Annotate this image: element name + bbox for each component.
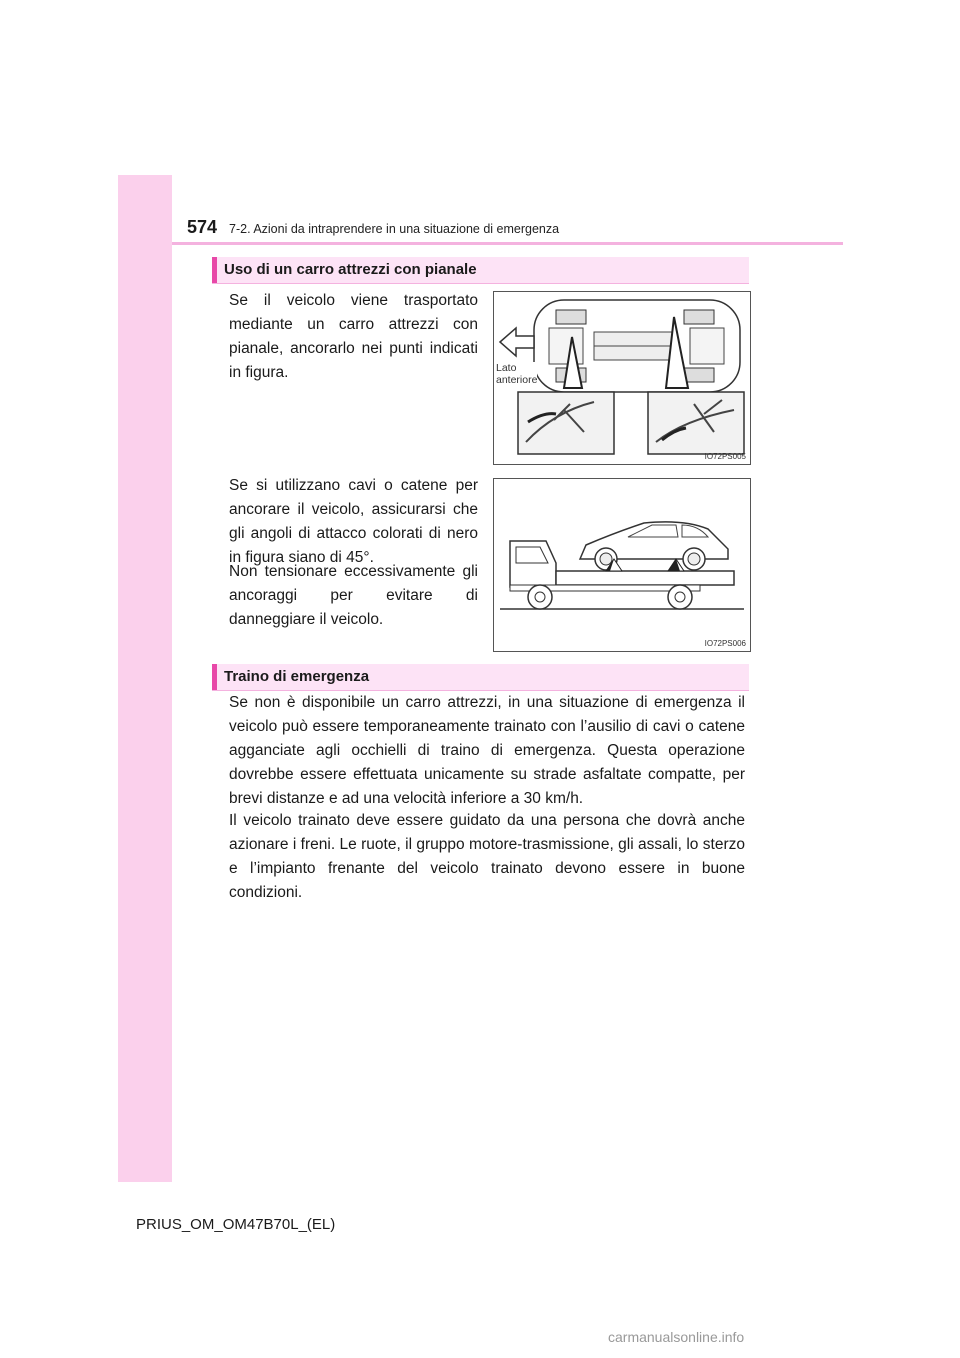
header-rule [172,242,843,245]
front-side-label-line2: anteriore [496,374,538,386]
paragraph-emergency-towing: Se non è disponibile un carro attrezzi, in una situazione di emergenza il veicolo può essere temporaneamente trainato con l’ausilio di cavi o catene agganciate agli occhielli di traino di emergenza. Questa operazione dovrebbe essere effettuata unicamente su strade asfaltate compatte, per brevi distanze e ad una velocità inferiore a 30 km/h. [229,694,745,807]
front-side-label-line1: Lato [496,362,517,374]
paragraph-flatbed-intro: Se il veicolo viene trasportato mediante un carro attrezzi con pianale, ancorarlo nei punti indicati in figura. [229,292,478,381]
figure-code: IO72PS006 [704,639,746,648]
figure-flatbed-truck [493,478,751,652]
front-side-label [496,362,537,386]
figure-code: IO72PS005 [704,452,746,461]
section-title: Uso di un carro attrezzi con pianale [224,261,477,278]
flatbed-truck-illustration [494,479,750,651]
running-head: 7-2. Azioni da intraprendere in una situazione di emergenza [229,222,560,236]
footer-doc-code: PRIUS_OM_OM47B70L_(EL) [136,1216,336,1233]
section-title: Traino di emergenza [224,668,370,685]
paragraph-cable-angles: Se si utilizzano cavi o catene per ancorare il veicolo, assicurarsi che gli angoli di attacco colorati di nero in figura siano di 45°. [229,477,478,566]
figure-tie-down-points [493,291,751,465]
page-number: 574 [187,217,218,237]
section-header-bar [212,664,217,690]
watermark: carmanualsonline.info [608,1329,745,1345]
side-tab-band [118,175,172,1182]
section-header-flatbed [212,257,749,284]
section-header-emergency-tow [212,664,749,691]
paragraph-no-overtension: Non tensionare eccessivamente gli ancoraggi per evitare di danneggiare il veicolo. [229,563,478,628]
section-header-bar [212,257,217,283]
paragraph-towed-vehicle-driver: Il veicolo trainato deve essere guidato da una persona che dovrà anche azionare i freni. Le ruote, il gruppo motore-trasmissione, gli assali, lo sterzo e l’impianto frenante del veicolo trainato devono essere in buone condizioni. [229,812,745,901]
